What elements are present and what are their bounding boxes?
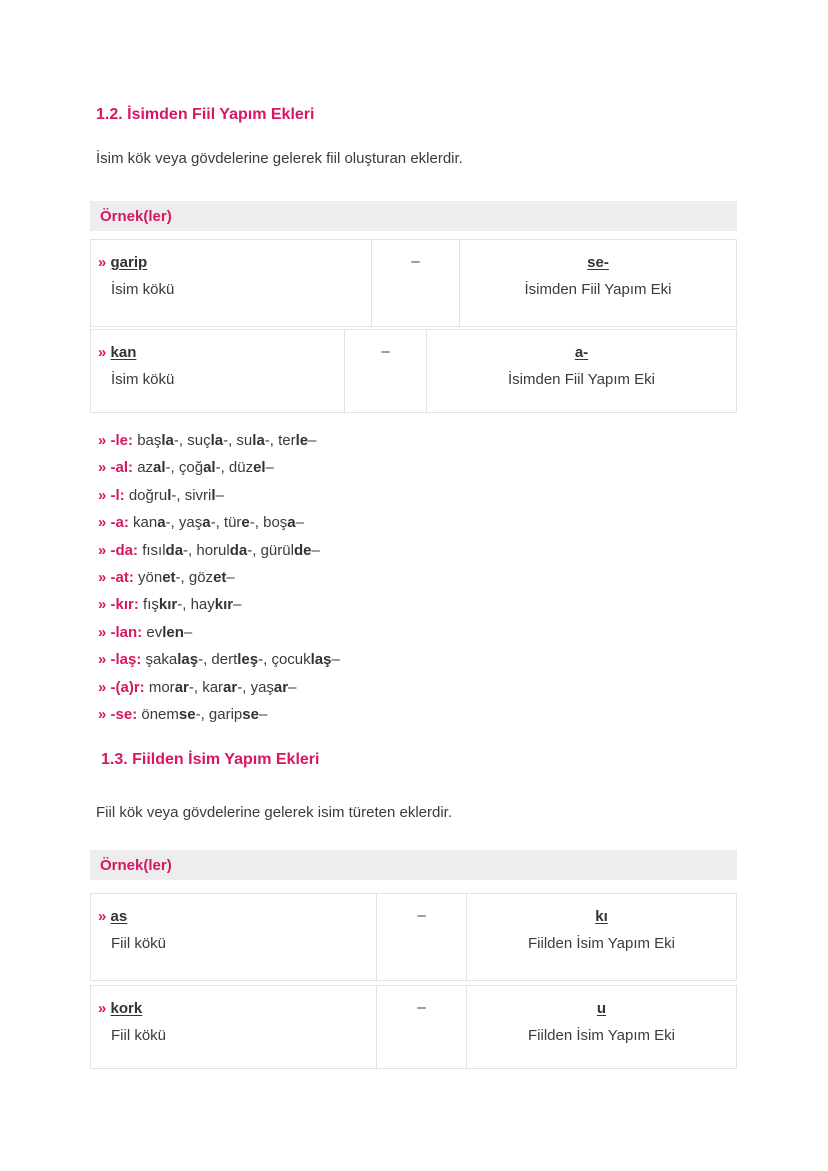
separator-dash: – (381, 343, 390, 360)
example-text: fısıl (142, 541, 166, 559)
chevron-bullet: » (98, 651, 111, 669)
chevron-bullet: » (98, 1000, 107, 1018)
example-suffix-word-text: se- (587, 254, 609, 271)
suffix-label: -laş: (110, 651, 146, 669)
example-root-cell (91, 986, 376, 1068)
example-text: -, garip (195, 706, 243, 724)
suffix-highlight: a (157, 514, 166, 532)
suffix-highlight: l (167, 486, 172, 504)
example-suffix-label: İsimden Fiil Yapım Eki (524, 281, 672, 298)
chevron-bullet: » (98, 459, 111, 477)
example-suffix-cell (426, 330, 736, 412)
example-suffix-word-text: kı (595, 908, 608, 926)
example-root-word: kan (110, 344, 137, 361)
suffix-highlight: et (213, 569, 227, 587)
suffix-label: -l: (110, 486, 129, 504)
chevron-bullet: » (98, 344, 107, 361)
suffix-label: -se: (110, 706, 142, 724)
example-text: -, çocuk (258, 651, 311, 669)
chevron-bullet: » (98, 569, 111, 587)
example-text: -, su (223, 432, 253, 449)
example-row-kork (90, 985, 737, 1069)
example-root-word: as (110, 908, 128, 926)
suffix-highlight: l (211, 486, 216, 504)
example-text: mor (148, 678, 175, 696)
suffix-highlight: la (210, 432, 224, 449)
suffix-highlight: ar (223, 678, 238, 696)
suffix-list-item (98, 509, 737, 536)
section-heading-1-3: 1.3. Fiilden İsim Yapım Ekleri (101, 751, 320, 769)
examples-bar-2 (90, 850, 737, 880)
example-text: – (183, 623, 193, 641)
section-intro-1-3: Fiil kök veya gövdelerine gelerek isim türeten eklerdir. (96, 804, 452, 822)
example-root-label: İsim kökü (111, 371, 175, 388)
example-root-line (91, 907, 376, 927)
suffix-highlight: se (242, 706, 259, 724)
example-root-word: garip (110, 254, 148, 271)
example-text: az (137, 459, 154, 477)
example-text: -, suç (173, 432, 211, 449)
example-text: – (258, 706, 268, 724)
example-suffix-word (467, 907, 736, 927)
suffix-label: -a: (110, 514, 134, 532)
example-text: – (295, 514, 304, 532)
example-text: ev (146, 623, 163, 641)
example-root-label: İsim kökü (111, 281, 175, 298)
section-heading-1-2: 1.2. İsimden Fiil Yapım Ekleri (96, 106, 315, 123)
suffix-highlight: la (252, 432, 265, 449)
example-suffix-word (427, 343, 736, 363)
suffix-label: -(a)r: (110, 678, 149, 696)
suffix-list-item (98, 454, 737, 481)
chevron-bullet: » (98, 486, 111, 504)
example-root-cell (91, 330, 344, 412)
example-text: -, düz (215, 459, 254, 477)
suffix-list-item (98, 619, 737, 646)
separator-dash: – (417, 999, 426, 1017)
suffix-highlight: da (165, 541, 184, 559)
suffix-highlight: ar (174, 678, 189, 696)
examples-bar-label: Örnek(ler) (100, 856, 172, 874)
suffix-highlight: laş (177, 651, 199, 669)
example-text: -, gürül (247, 541, 294, 559)
example-text: -, kar (188, 678, 224, 696)
suffix-list-item (98, 591, 737, 618)
example-root-cell (91, 240, 371, 326)
example-separator-cell (344, 330, 426, 412)
example-text: -, çoğ (165, 459, 204, 477)
example-text: -, dert (198, 651, 238, 669)
example-suffix-word-text: a- (574, 344, 589, 361)
example-text: – (226, 569, 235, 587)
suffix-list-item (98, 564, 737, 591)
chevron-bullet: » (98, 623, 111, 641)
suffix-highlight: len (162, 623, 184, 641)
example-text: -, sivri (171, 486, 212, 504)
example-separator-cell (371, 240, 459, 326)
example-separator-cell (376, 986, 466, 1068)
chevron-bullet: » (98, 541, 111, 559)
example-row-kan (90, 329, 737, 413)
examples-bar-1 (90, 201, 737, 231)
example-root-line (91, 999, 376, 1019)
example-text: -, boş (249, 514, 288, 532)
suffix-highlight: da (229, 541, 248, 559)
chevron-bullet: » (98, 432, 111, 449)
example-suffix-cell (466, 894, 736, 980)
example-suffix-label: Fiilden İsim Yapım Eki (528, 1027, 675, 1045)
suffix-highlight: leş (237, 651, 259, 669)
chevron-bullet: » (98, 908, 107, 926)
separator-dash: – (417, 907, 426, 925)
example-text: – (331, 651, 340, 669)
suffix-label: -al: (110, 459, 138, 477)
example-text: -, ter (264, 432, 296, 449)
example-suffix-word (467, 999, 736, 1019)
suffix-list-item (98, 646, 737, 673)
example-text: fış (143, 596, 159, 614)
suffix-highlight: a (202, 514, 211, 532)
separator-dash: – (411, 253, 420, 270)
example-root-label: Fiil kökü (111, 935, 167, 953)
suffix-highlight: la (161, 432, 174, 449)
example-root-line (91, 343, 344, 363)
suffix-highlight: le (295, 432, 309, 449)
section-intro-1-2: İsim kök veya gövdelerine gelerek fiil oluşturan eklerdir. (96, 150, 463, 167)
suffix-highlight: al (153, 459, 166, 477)
suffix-highlight: et (162, 569, 176, 587)
suffix-highlight: de (293, 541, 312, 559)
suffix-highlight: al (203, 459, 216, 477)
example-text: yön (138, 569, 163, 587)
suffix-list-item (98, 537, 737, 564)
example-text: kan (133, 514, 158, 532)
suffix-list (98, 427, 737, 728)
example-row-garip (90, 239, 737, 327)
example-text: -, göz (175, 569, 214, 587)
suffix-label: -kır: (110, 596, 144, 614)
chevron-bullet: » (98, 678, 111, 696)
suffix-list-item (98, 482, 737, 509)
example-text: doğru (128, 486, 168, 504)
example-text: -, tür (210, 514, 242, 532)
suffix-label: -da: (110, 541, 143, 559)
example-root-label: Fiil kökü (111, 1027, 167, 1045)
example-separator-cell (376, 894, 466, 980)
example-root-word: kork (110, 1000, 143, 1018)
example-suffix-cell (459, 240, 736, 326)
example-text: – (215, 486, 224, 504)
example-suffix-cell (466, 986, 736, 1068)
example-root-cell (91, 894, 376, 980)
example-text: – (233, 596, 242, 614)
suffix-highlight: kır (158, 596, 178, 614)
document-content (90, 0, 737, 1069)
suffix-highlight: a (287, 514, 296, 532)
suffix-label: -le: (110, 432, 138, 449)
example-suffix-label: Fiilden İsim Yapım Eki (528, 935, 675, 953)
suffix-label: -at: (110, 569, 139, 587)
example-text: şaka (145, 651, 178, 669)
suffix-list-item (98, 674, 737, 701)
chevron-bullet: » (98, 706, 111, 724)
suffix-highlight: el (253, 459, 266, 477)
example-text: – (311, 541, 320, 559)
example-root-line (91, 253, 371, 273)
example-text: -, hay (177, 596, 215, 614)
suffix-highlight: se (178, 706, 196, 724)
examples-bar-label: Örnek(ler) (100, 207, 172, 225)
chevron-bullet: » (98, 514, 111, 532)
suffix-list-item (98, 427, 737, 454)
example-text: – (288, 678, 297, 696)
suffix-list-item (98, 701, 737, 728)
suffix-highlight: e (241, 514, 250, 532)
example-text: -, horul (183, 541, 230, 559)
example-suffix-word (460, 253, 736, 273)
example-text: – (265, 459, 274, 477)
example-text: baş (137, 432, 162, 449)
example-text: -, yaş (165, 514, 203, 532)
suffix-highlight: laş (310, 651, 332, 669)
example-text: -, yaş (237, 678, 274, 696)
suffix-highlight: kır (214, 596, 234, 614)
chevron-bullet: » (98, 254, 107, 271)
suffix-highlight: ar (273, 678, 289, 696)
suffix-label: -lan: (110, 623, 147, 641)
example-text: – (308, 432, 317, 449)
example-suffix-word-text: u (596, 1000, 607, 1018)
chevron-bullet: » (98, 596, 111, 614)
example-suffix-label: İsimden Fiil Yapım Eki (508, 371, 655, 388)
example-text: önem (141, 706, 179, 724)
example-row-as (90, 893, 737, 981)
